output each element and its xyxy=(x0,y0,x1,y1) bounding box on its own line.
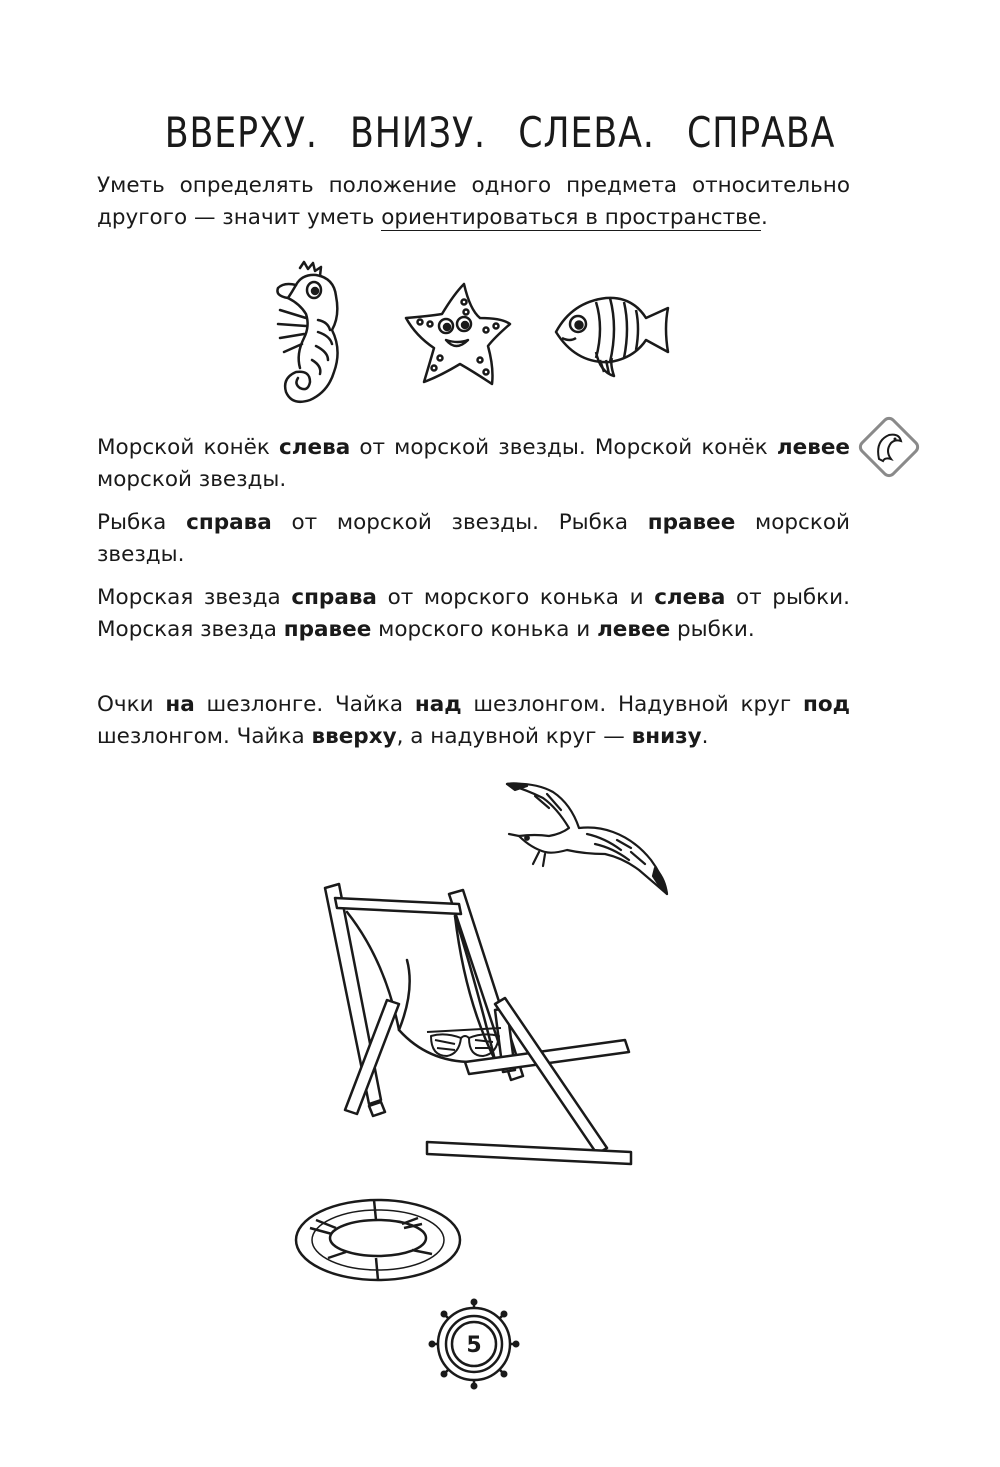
intro-period: . xyxy=(761,205,768,230)
text-segment: Морская звезда xyxy=(97,585,292,610)
bold-term: под xyxy=(803,692,850,717)
seahorse-illustration xyxy=(270,260,360,415)
text-segment: от морской звезды. Морской конёк xyxy=(350,435,777,460)
text-segment: рыбки. xyxy=(670,617,755,642)
fish-illustration xyxy=(552,288,674,380)
text-segment: морской звезды. xyxy=(97,510,850,567)
bold-term: слева xyxy=(279,435,351,460)
text-segment: морского конька и xyxy=(371,617,598,642)
bold-term: на xyxy=(165,692,195,717)
text-segment: шезлонгом. Чайка xyxy=(97,724,312,749)
bold-term: внизу xyxy=(631,724,702,749)
intro-paragraph xyxy=(97,170,850,234)
paragraph-fish xyxy=(97,507,850,571)
text-segment: шезлонге. Чайка xyxy=(194,692,415,717)
text-segment: шезлонгом. Надувной круг xyxy=(461,692,803,717)
text-segment: от морской звезды. Рыбка xyxy=(271,510,648,535)
text-segment: Рыбка xyxy=(97,510,187,535)
bold-term: вверху xyxy=(311,724,397,749)
ship-wheel-icon xyxy=(428,1298,520,1390)
sunglasses-illustration xyxy=(425,1022,505,1062)
page-number: 5 xyxy=(466,1333,482,1358)
text-segment: Очки xyxy=(97,692,166,717)
bold-term: над xyxy=(414,692,462,717)
text-segment: , а надувной круг — xyxy=(396,724,632,749)
bold-term: левее xyxy=(776,435,850,460)
bold-term: правее xyxy=(647,510,736,535)
swim-ring-illustration xyxy=(292,1196,464,1284)
bold-term: слева xyxy=(654,585,726,610)
paragraph-deckchair xyxy=(97,689,850,753)
text-segment: Морской конёк xyxy=(97,435,280,460)
paragraph-seahorse xyxy=(97,432,850,496)
bold-term: справа xyxy=(291,585,377,610)
paragraph-starfish xyxy=(97,582,850,646)
starfish-illustration xyxy=(402,280,514,388)
text-segment: морской звезды. xyxy=(97,467,287,492)
intro-text: Уметь определять положение одного предмета относительно другого — значит уметь xyxy=(97,173,850,230)
text-segment: от морского конька и xyxy=(376,585,655,610)
dolphin-badge-icon xyxy=(853,411,925,483)
bold-term: правее xyxy=(283,617,372,642)
bold-term: левее xyxy=(597,617,671,642)
bold-term: справа xyxy=(186,510,272,535)
intro-underlined-term: ориентироваться в пространстве xyxy=(381,205,762,230)
text-segment: . xyxy=(701,724,709,749)
text-segment: от рыбки. Морская звезда xyxy=(97,585,850,642)
page-title: ВВЕРХУ. ВНИЗУ. СЛЕВА. СПРАВА xyxy=(164,108,836,157)
